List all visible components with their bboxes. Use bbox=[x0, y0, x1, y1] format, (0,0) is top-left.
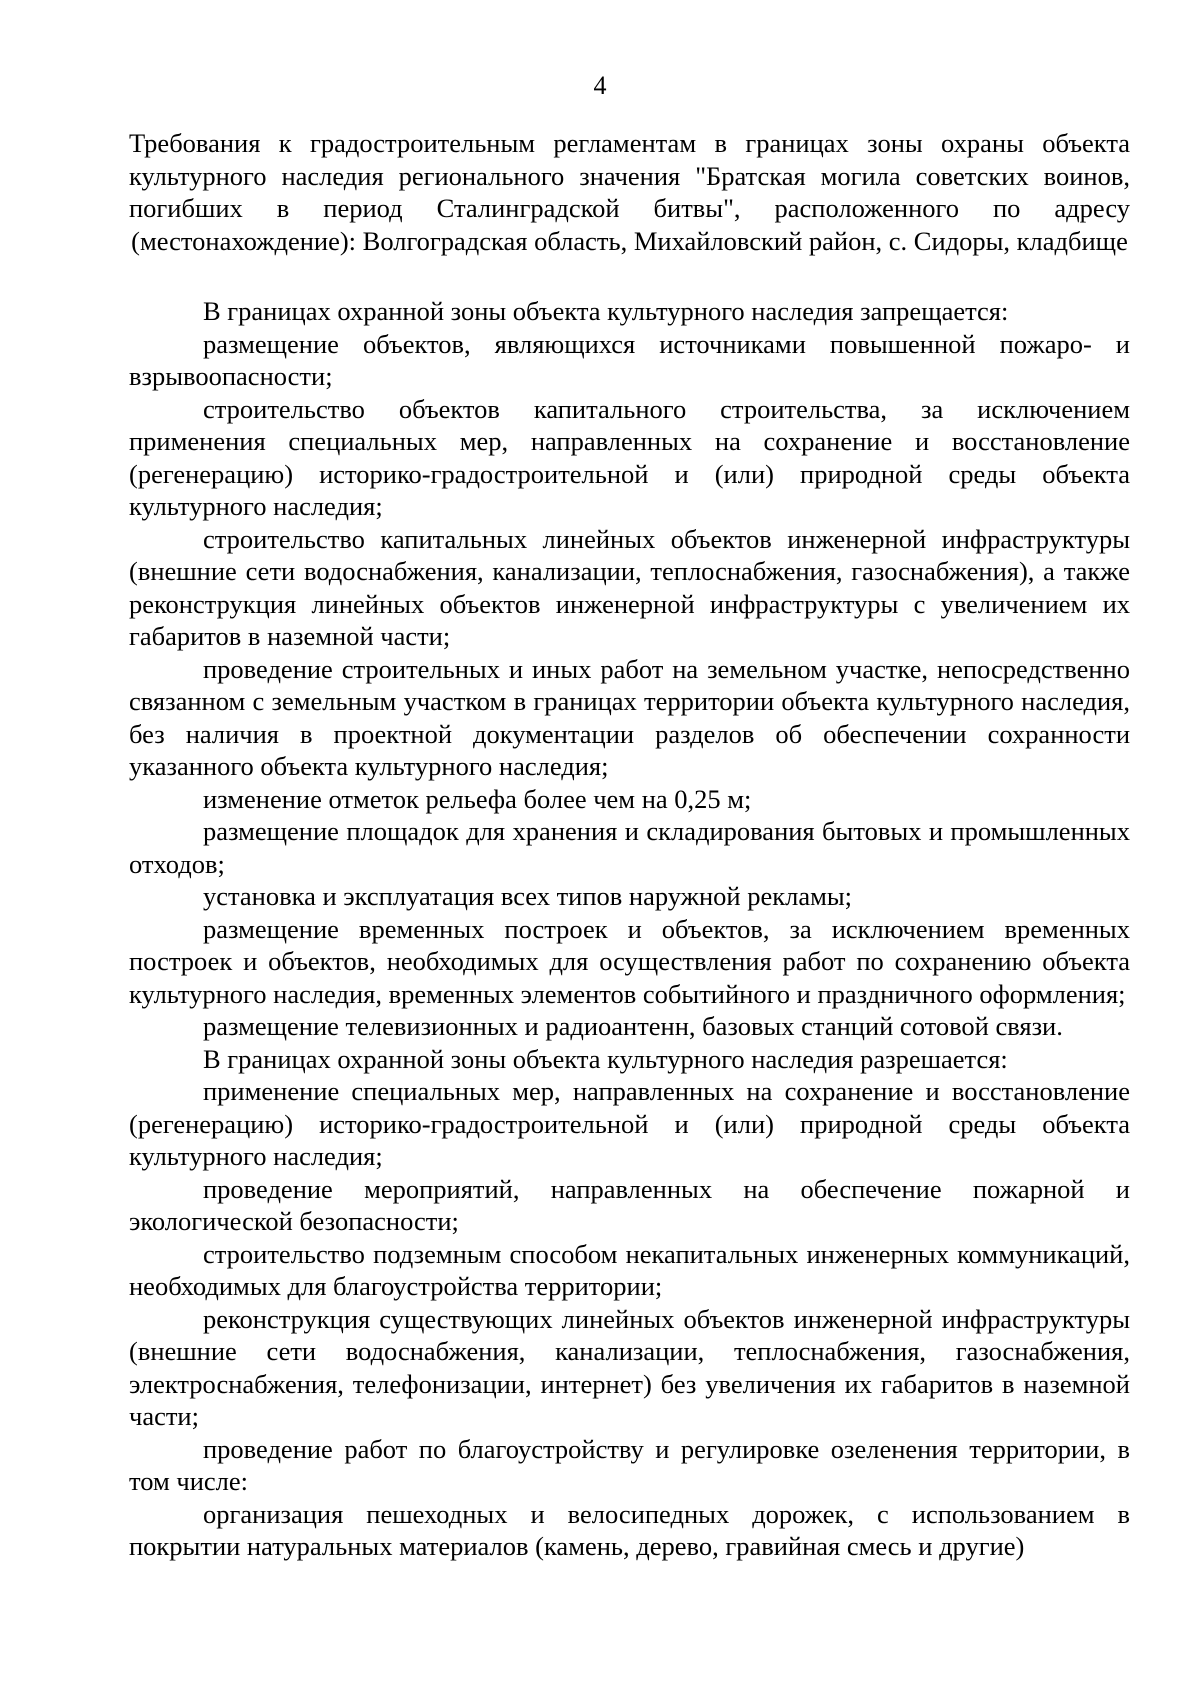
paragraph-temporary-buildings: размещение временных построек и объектов, за исключением временных построек и объектов, необходимых для осуществления работ по сохранению объекта культурного наследия, временных элементов событийного и праздничного оформления; bbox=[129, 913, 1130, 1009]
paragraph-safety-measures: проведение мероприятий, направленных на обеспечение пожарной и экологической безопасности; bbox=[129, 1173, 1130, 1236]
document-body bbox=[129, 127, 1130, 1563]
document-title: Требования к градостроительным регламентам в границах зоны охраны объекта культурного наследия регионального значения "Братская могила советских воинов, погибших в период Сталинградской битвы", расположенного по адресу (местонахождение): Волгоградская область, Михайловский район, с. Сидоры, кладбище bbox=[129, 128, 1130, 256]
paragraph-outdoor-advertising: установка и эксплуатация всех типов наружной рекламы; bbox=[203, 881, 853, 911]
page-number: 4 bbox=[593, 71, 607, 100]
paragraph-permitted-intro: В границах охранной зоны объекта культурного наследия разрешается: bbox=[203, 1043, 1008, 1074]
paragraph-prohibited-intro: В границах охранной зоны объекта культурного наследия запрещается: bbox=[203, 296, 1009, 326]
paragraph-relief-change: изменение отметок рельефа более чем на 0,25 м; bbox=[203, 783, 752, 814]
paragraph-paths: организация пешеходных и велосипедных дорожек, с использованием в покрытии натуральных материалов (камень, дерево, гравийная смесь и другие) bbox=[129, 1498, 1130, 1561]
paragraph-antennas: размещение телевизионных и радиоантенн, базовых станций сотовой связи. bbox=[203, 1011, 1063, 1041]
paragraph-underground-communications: строительство подземным способом некапитальных инженерных коммуникаций, необходимых для благоустройства территории; bbox=[129, 1238, 1130, 1301]
paragraph-capital-construction: строительство объектов капитального строительства, за исключением применения специальных мер, направленных на сохранение и восстановление (регенерацию) историко-градостроительной и (или) природной среды объекта культурного наследия; bbox=[129, 393, 1130, 521]
paragraph-waste-storage: размещение площадок для хранения и складирования бытовых и промышленных отходов; bbox=[129, 816, 1130, 879]
paragraph-special-measures: применение специальных мер, направленных на сохранение и восстановление (регенерацию) историко-градостроительной и (или) природной среды объекта культурного наследия; bbox=[129, 1076, 1130, 1171]
paragraph-landscaping: проведение работ по благоустройству и регулировке озеленения территории, в том числе: bbox=[129, 1433, 1130, 1496]
paragraph-linear-infrastructure: строительство капитальных линейных объектов инженерной инфраструктуры (внешние сети водоснабжения, канализации, теплоснабжения, газоснабжения), а также реконструкция линейных объектов инженерной инфраструктуры с увеличением их габаритов в наземной части; bbox=[129, 523, 1130, 651]
paragraph-infrastructure-reconstruction: реконструкция существующих линейных объектов инженерной инфраструктуры (внешние сети водоснабжения, канализации, теплоснабжения, газоснабжения, электроснабжения, телефонизации, интернет) без увеличения их габаритов в наземной части; bbox=[129, 1303, 1130, 1431]
paragraph-fire-hazard-objects: размещение объектов, являющихся источниками повышенной пожаро- и взрывоопасности; bbox=[129, 328, 1130, 391]
paragraph-construction-works: проведение строительных и иных работ на земельном участке, непосредственно связанном с земельным участком в границах территории объекта культурного наследия, без наличия в проектной документации разделов об обеспечении сохранности указанного объекта культурного наследия; bbox=[129, 653, 1130, 781]
